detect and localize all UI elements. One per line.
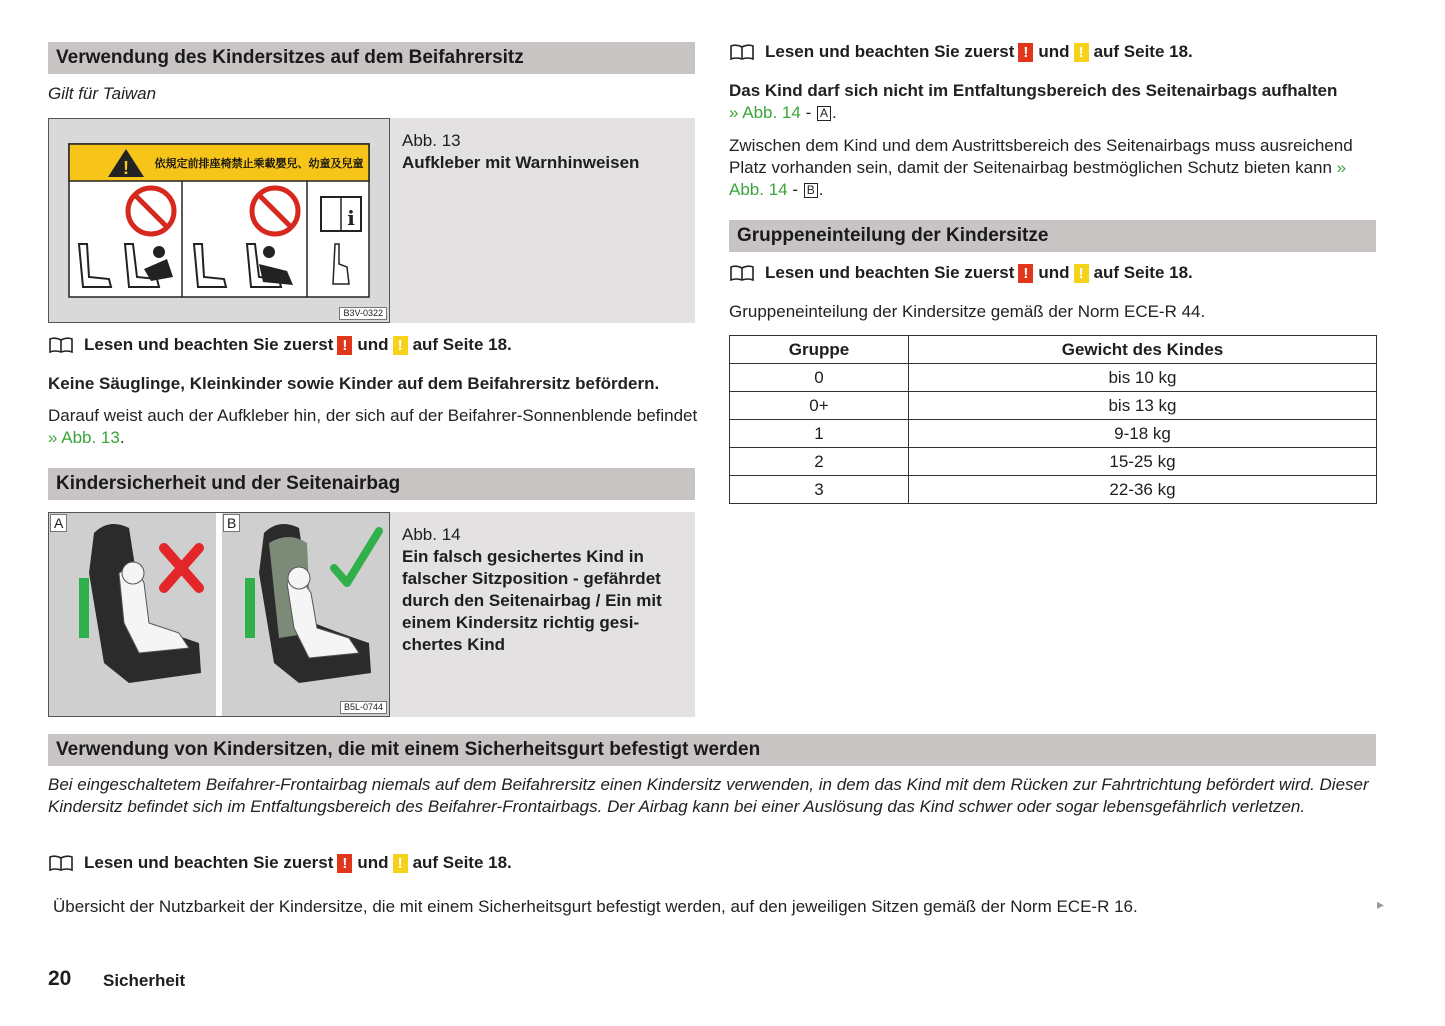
read-first-page: auf Seite 18. — [1093, 263, 1193, 282]
table-header-row — [730, 336, 1377, 364]
section-heading-sicherheitsgurt: Verwendung von Kindersitzen, die mit einem Sicherheitsgurt befestigt werden — [48, 734, 1376, 766]
table-row — [730, 476, 1377, 504]
figure-title: Aufkleber mit Warnhinweisen — [402, 153, 640, 172]
read-first-page: auf Seite 18. — [412, 335, 512, 354]
table-cell: 0 — [730, 364, 909, 392]
airbag-figure-drawing — [49, 513, 389, 716]
warning-statement: Keine Säuglinge, Kleinkinder sowie Kinder auf dem Beifahrersitz befördern. — [48, 374, 660, 393]
read-first-notice — [729, 41, 1193, 63]
warning-yellow-icon: ! — [1074, 43, 1089, 62]
read-first-and: und — [357, 853, 389, 872]
table-cell: 15-25 kg — [909, 448, 1377, 476]
panel-b-label: B — [223, 514, 240, 532]
book-icon — [48, 336, 74, 354]
svg-text:i: i — [347, 206, 355, 230]
warning-red-icon: ! — [1018, 264, 1033, 283]
figure-title: Ein falsch gesichertes Kind in falscher Sitzposition - gefährdet durch den Seitenairbag / Ein mit einem Kindersitz richtig gesichertes Kind — [402, 547, 662, 654]
dash: - — [792, 180, 799, 199]
read-first-and: und — [357, 335, 389, 354]
book-icon — [48, 854, 74, 872]
figure-13 — [48, 118, 695, 323]
read-first-notice — [48, 334, 512, 356]
table-row — [730, 448, 1377, 476]
read-first-text: Lesen und beachten Sie zuerst — [84, 335, 334, 354]
frontairbag-warning: Bei eingeschaltetem Beifahrer-Frontairbag niemals auf dem Beifahrersitz einen Kindersitz verwenden, in dem das Kind mit dem Rücken zur Fahrtrichtung befördert wird. Dieser Kindersitz befindet sich im Entfaltungsbereich des Beifahrer-Frontairbags. Der Airbag kann bei einer Auslösung das Kind schwer oder sogar lebensgefährlich verletzen. — [48, 775, 1369, 816]
warning-yellow-icon: ! — [393, 854, 408, 873]
table-row — [730, 420, 1377, 448]
section-heading-seitenairbag: Kindersicherheit und der Seitenairbag — [48, 468, 695, 500]
warning-sticker-image — [48, 118, 390, 323]
table-row — [730, 392, 1377, 420]
table-cell: 22-36 kg — [909, 476, 1377, 504]
table-cell: 2 — [730, 448, 909, 476]
figure-label: Abb. 13 — [402, 131, 461, 150]
section-heading-beifahrersitz: Verwendung des Kindersitzes auf dem Beifahrersitz — [48, 42, 695, 74]
figure-14-link[interactable]: » Abb. 14 — [729, 158, 1347, 199]
sticker-text: 依規定前排座椅禁止乘載嬰兒、幼童及兒童 — [154, 157, 364, 170]
panel-ref-a: A — [817, 106, 831, 121]
warning-red-icon: ! — [337, 854, 352, 873]
read-first-text: Lesen und beachten Sie zuerst — [765, 263, 1015, 282]
panel-ref-b: B — [804, 183, 818, 198]
figure-code: B3V-0322 — [339, 307, 387, 320]
warning-yellow-icon: ! — [1074, 264, 1089, 283]
table-cell: bis 13 kg — [909, 392, 1377, 420]
warning-sticker-drawing — [49, 119, 389, 322]
figure-14 — [48, 512, 695, 717]
clearance-text: Zwischen dem Kind und dem Austrittsbereich des Seitenairbags muss ausreichend Platz vorhanden sein, damit der Seitenairbag bestmöglichen Schutz bieten kann — [729, 136, 1353, 177]
read-first-notice — [729, 262, 1193, 284]
panel-a-label: A — [50, 514, 67, 532]
figure-label: Abb. 14 — [402, 525, 461, 544]
book-icon — [729, 264, 755, 282]
column-header-gewicht: Gewicht des Kindes — [909, 336, 1377, 364]
figure-caption — [402, 130, 682, 174]
read-first-page: auf Seite 18. — [1093, 42, 1193, 61]
warning-red-icon: ! — [1018, 43, 1033, 62]
airbag-warning-text: Das Kind darf sich nicht im Entfaltungsbereich des Seitenairbags aufhalten — [729, 81, 1338, 100]
table-cell: 0+ — [730, 392, 909, 420]
section-heading-gruppeneinteilung: Gruppeneinteilung der Kindersitze — [729, 220, 1376, 252]
figure-14-link[interactable]: » Abb. 14 — [729, 103, 801, 122]
figure-13-link[interactable]: » Abb. 13 — [48, 428, 120, 447]
applicability-note: Gilt für Taiwan — [48, 84, 157, 103]
figure-code: B5L-0744 — [340, 701, 387, 714]
svg-text:!: ! — [123, 158, 129, 178]
overview-paragraph: Übersicht der Nutzbarkeit der Kindersitze, die mit einem Sicherheitsgurt befestigt werden, auf den jeweiligen Sitzen gemäß der Norm ECE-R 16. — [53, 897, 1138, 916]
table-cell: bis 10 kg — [909, 364, 1377, 392]
read-first-and: und — [1038, 263, 1070, 282]
group-table — [729, 335, 1377, 504]
sticker-paragraph: Darauf weist auch der Aufkleber hin, der sich auf der Beifahrer-Sonnenblende befindet » Abb. 13. — [48, 406, 698, 447]
dash: - — [805, 103, 812, 122]
continue-arrow-icon: ▸ — [1377, 896, 1385, 912]
table-row — [730, 364, 1377, 392]
read-first-text: Lesen und beachten Sie zuerst — [765, 42, 1015, 61]
table-cell: 1 — [730, 420, 909, 448]
airbag-warning-paragraph: Das Kind darf sich nicht im Entfaltungsbereich des Seitenairbags aufhalten » Abb. 14 - A . — [729, 81, 1338, 122]
warning-red-icon: ! — [337, 336, 352, 355]
airbag-figure-image — [48, 512, 390, 717]
clearance-paragraph: Zwischen dem Kind und dem Austrittsbereich des Seitenairbags muss ausreichend Platz vorhanden sein, damit der Seitenairbag bestmöglichen Schutz bieten kann » Abb. 14 - B . — [729, 136, 1353, 199]
page-number: 20 — [48, 967, 72, 990]
read-first-notice — [48, 852, 512, 874]
read-first-text: Lesen und beachten Sie zuerst — [84, 853, 334, 872]
warning-yellow-icon: ! — [393, 336, 408, 355]
table-cell: 3 — [730, 476, 909, 504]
read-first-page: auf Seite 18. — [412, 853, 512, 872]
column-header-gruppe: Gruppe — [730, 336, 909, 364]
norm-paragraph: Gruppeneinteilung der Kindersitze gemäß der Norm ECE-R 44. — [729, 302, 1206, 321]
sticker-paragraph-text: Darauf weist auch der Aufkleber hin, der sich auf der Beifahrer-Sonnenblende befindet — [48, 406, 698, 425]
book-icon — [729, 43, 755, 61]
section-label: Sicherheit — [103, 971, 186, 990]
read-first-and: und — [1038, 42, 1070, 61]
figure-caption — [402, 524, 687, 656]
table-cell: 9-18 kg — [909, 420, 1377, 448]
